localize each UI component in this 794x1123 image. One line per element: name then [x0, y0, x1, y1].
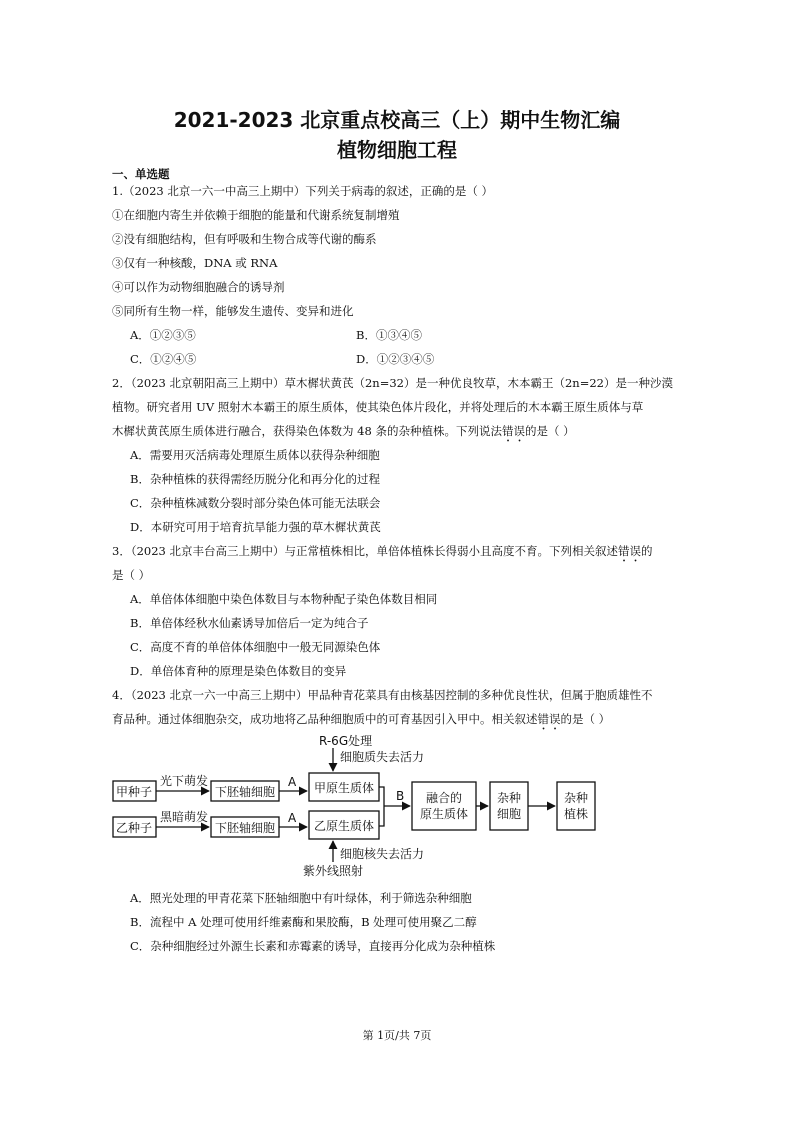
proto-a-text: 甲原生质体	[313, 781, 375, 795]
section-heading: 一、单选题	[112, 167, 170, 181]
page-footer: 第 1页/共 7页	[362, 1029, 432, 1042]
q1-option-b: B．①③④⑤	[356, 328, 422, 342]
seed-a-text: 甲种子	[115, 785, 153, 799]
hybrid-plant-box	[557, 782, 595, 830]
q3-option-c: C．高度不育的单倍体体细胞中一般无同源染色体	[130, 640, 381, 654]
fused-box	[412, 782, 476, 830]
nucleus-inactive-label: 细胞核失去活力	[340, 847, 425, 861]
q2-stem-line2: 植物。研究者用 UV 照射木本霸王的原生质体，使其染色体片段化，并将处理后的木本霸王原生质体与草	[112, 400, 644, 414]
hypocotyl-b-text: 下胚轴细胞	[214, 821, 276, 835]
q1-item-5: ⑤同所有生物一样，能够发生遗传、变异和进化	[112, 304, 354, 318]
q3-stem-line1: 3．（2023 北京丰台高三上期中）与正常植株相比，单倍体植株长得弱小且高度不育。下列相关叙述错误的	[112, 544, 653, 558]
q4-option-b: B．流程中 A 处理可使用纤维素酶和果胶酶，B 处理可使用聚乙二醇	[130, 915, 477, 929]
hybrid-plant-text-1: 杂种	[563, 791, 589, 805]
q2-option-d: D．本研究可用于培育抗旱能力强的草木樨状黄芪	[130, 520, 381, 534]
q1-item-4: ④可以作为动物细胞融合的诱导剂	[112, 280, 285, 294]
q4-stem-line2: 育品种。通过体细胞杂交，成功地将乙品种细胞质中的可育基因引入甲中。相关叙述错误的是（ ）	[112, 712, 611, 726]
arrow-a1-label: A	[288, 775, 297, 789]
light-label: 光下萌发	[160, 774, 209, 788]
cytoplasm-inactive-label: 细胞质失去活力	[340, 750, 425, 764]
document-subtitle: 植物细胞工程	[337, 138, 457, 162]
q2-option-c: C．杂种植株减数分裂时部分染色体可能无法联会	[130, 496, 381, 510]
arrow-b-label: B	[396, 789, 405, 803]
arrow-a2-label: A	[288, 811, 297, 825]
uv-label: 紫外线照射	[303, 864, 364, 878]
q1-stem: 1.（2023 北京一六一中高三上期中）下列关于病毒的叙述，正确的是（ ）	[112, 184, 494, 198]
hybrid-plant-text-2: 植株	[563, 807, 589, 821]
q2-emphasis: 错误	[501, 424, 525, 438]
hypocotyl-a-text: 下胚轴细胞	[214, 785, 276, 799]
q1-option-d: D．①②③④⑤	[356, 352, 435, 366]
document-title: 2021-2023 北京重点校高三（上）期中生物汇编	[173, 108, 621, 132]
q2-stem-line1: 2．（2023 北京朝阳高三上期中）草木樨状黄芪（2n=32）是一种优良牧草，木本霸王（2n=22）是一种沙漠	[112, 376, 673, 390]
q3-option-d: D．单倍体育种的原理是染色体数目的变异	[130, 664, 347, 678]
q1-option-a: A．①②③⑤	[130, 328, 196, 342]
q4-stem-line1: 4．（2023 北京一六一中高三上期中）甲品种青花菜具有由核基因控制的多种优良性状，但属于胞质雄性不	[112, 688, 653, 702]
q4-option-c: C．杂种细胞经过外源生长素和赤霉素的诱导，直接再分化成为杂种植株	[130, 939, 496, 953]
seed-b-text: 乙种子	[115, 821, 153, 835]
q3-option-a: A．单倍体体细胞中染色体数目与本物种配子染色体数目相同	[130, 592, 438, 606]
r6g-label: R-6G处理	[319, 734, 373, 748]
q1-item-2: ②没有细胞结构，但有呼吸和生物合成等代谢的酶系	[112, 232, 377, 246]
proto-b-text: 乙原生质体	[313, 819, 375, 833]
fused-text-2: 原生质体	[419, 807, 469, 821]
q3-option-b: B．单倍体经秋水仙素诱导加倍后一定为纯合子	[130, 616, 369, 630]
hybrid-cell-text-1: 杂种	[496, 791, 522, 805]
q1-item-1: ①在细胞内寄生并依赖于细胞的能量和代谢系统复制增殖	[112, 208, 400, 222]
q4-emphasis: 错误	[537, 712, 561, 726]
hybrid-cell-box	[490, 782, 528, 830]
q1-item-3: ③仅有一种核酸，DNA 或 RNA	[112, 256, 278, 270]
q2-stem-line3: 木樨状黄芪原生质体进行融合，获得染色体数为 48 条的杂种植株。下列说法错误的是（ ）	[112, 424, 575, 438]
q3-emphasis: 错误	[617, 544, 641, 558]
q4-option-a: A．照光处理的甲青花菜下胚轴细胞中有叶绿体，利于筛选杂种细胞	[130, 891, 472, 905]
dark-label: 黑暗萌发	[160, 810, 209, 824]
q2-option-a: A．需要用灭活病毒处理原生质体以获得杂种细胞	[130, 448, 380, 462]
fused-text-1: 融合的	[425, 791, 463, 805]
hybrid-cell-text-2: 细胞	[496, 807, 522, 821]
q2-option-b: B．杂种植株的获得需经历脱分化和再分化的过程	[130, 472, 380, 486]
q1-option-c: C．①②④⑤	[130, 352, 197, 366]
q3-stem-line2: 是（ ）	[112, 568, 151, 582]
